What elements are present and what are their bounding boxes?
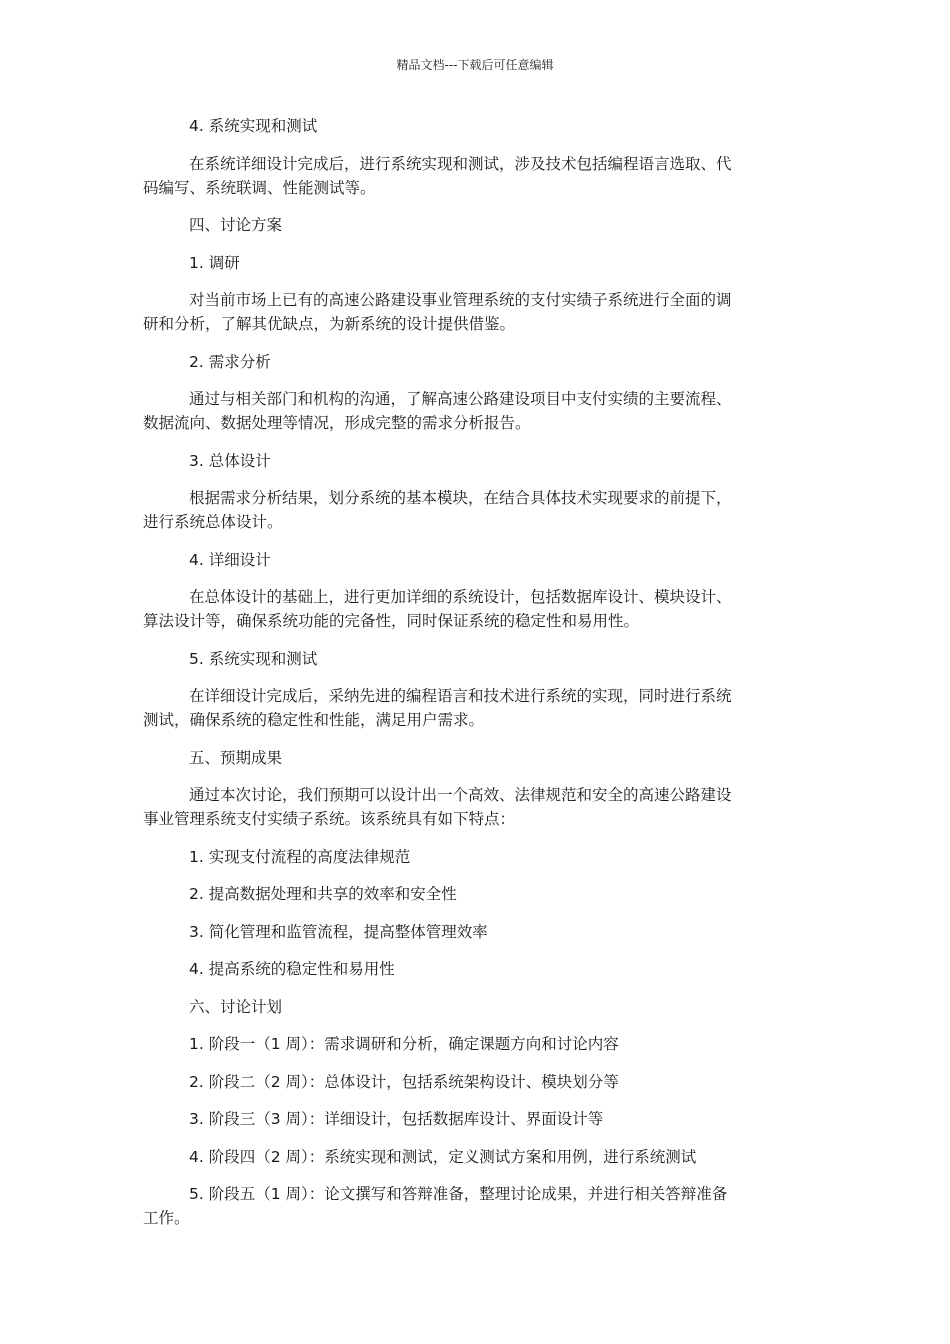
paragraph-research: 对当前市场上已有的高速公路建设事业管理系统的支付实绩子系统进行全面的调 研和分析，了解其优缺点，为新系统的设计提供借鉴。 [143,291,732,333]
list-item-feature-1: 1. 实现支付流程的高度法律规范 [189,847,411,866]
paragraph-system-implementation: 在详细设计完成后，采纳先进的编程语言和技术进行系统的实现，同时进行系统 测试，确保系统的稳定性和性能，满足用户需求。 [143,687,732,729]
page-header: 精品文档---下载后可任意编辑 [396,58,554,72]
list-item-feature-3: 3. 简化管理和监管流程，提高整体管理效率 [189,922,488,941]
list-item-phase-4: 4. 阶段四（2 周）：系统实现和测试，定义测试方案和用例，进行系统测试 [189,1147,697,1166]
list-item-feature-4: 4. 提高系统的稳定性和易用性 [189,960,395,978]
paragraph-implementation-testing: 在系统详细设计完成后，进行系统实现和测试，涉及技术包括编程语言选取、代 码编写、系统联调、性能测试等。 [143,154,732,197]
paragraph-expected-results: 通过本次讨论，我们预期可以设计出一个高效、法律规范和安全的高速公路建设 事业管理系统支付实绩子系统。该系统具有如下特点： [143,786,732,828]
section-heading-5: 五、预期成果 [189,748,283,767]
paragraph-overall-design: 根据需求分析结果，划分系统的基本模块，在结合具体技术实现要求的前提下， 进行系统总体设计。 [143,489,732,531]
list-item-phase-2: 2. 阶段二（2 周）：总体设计，包括系统架构设计、模块划分等 [189,1072,619,1091]
list-item-phase-3: 3. 阶段三（3 周）：详细设计，包括数据库设计、界面设计等 [189,1110,604,1128]
subheading-implementation-testing: 4. 系统实现和测试 [189,117,318,135]
section-heading-4: 四、讨论方案 [189,216,283,234]
document-body [143,114,807,1244]
section-heading-6: 六、讨论计划 [189,997,283,1016]
list-item-feature-2: 2. 提高数据处理和共享的效率和安全性 [189,885,457,903]
list-item-phase-5: 5. 阶段五（1 周）：论文撰写和答辩准备，整理讨论成果，并进行相关答辩准备 工作。 [143,1185,728,1227]
subheading-research: 1. 调研 [189,253,240,272]
paragraph-detailed-design: 在总体设计的基础上，进行更加详细的系统设计，包括数据库设计、模块设计、 算法设计等，确保系统功能的完备性，同时保证系统的稳定性和易用性。 [143,588,732,630]
subheading-detailed-design: 4. 详细设计 [189,550,271,569]
subheading-system-implementation: 5. 系统实现和测试 [189,649,318,668]
subheading-overall-design: 3. 总体设计 [189,451,271,470]
list-item-phase-1: 1. 阶段一（1 周）：需求调研和分析，确定课题方向和讨论内容 [189,1035,619,1053]
paragraph-requirements: 通过与相关部门和机构的沟通，了解高速公路建设项目中支付实绩的主要流程、 数据流向、数据处理等情况，形成完整的需求分析报告。 [143,390,732,432]
subheading-requirements: 2. 需求分析 [189,352,271,371]
